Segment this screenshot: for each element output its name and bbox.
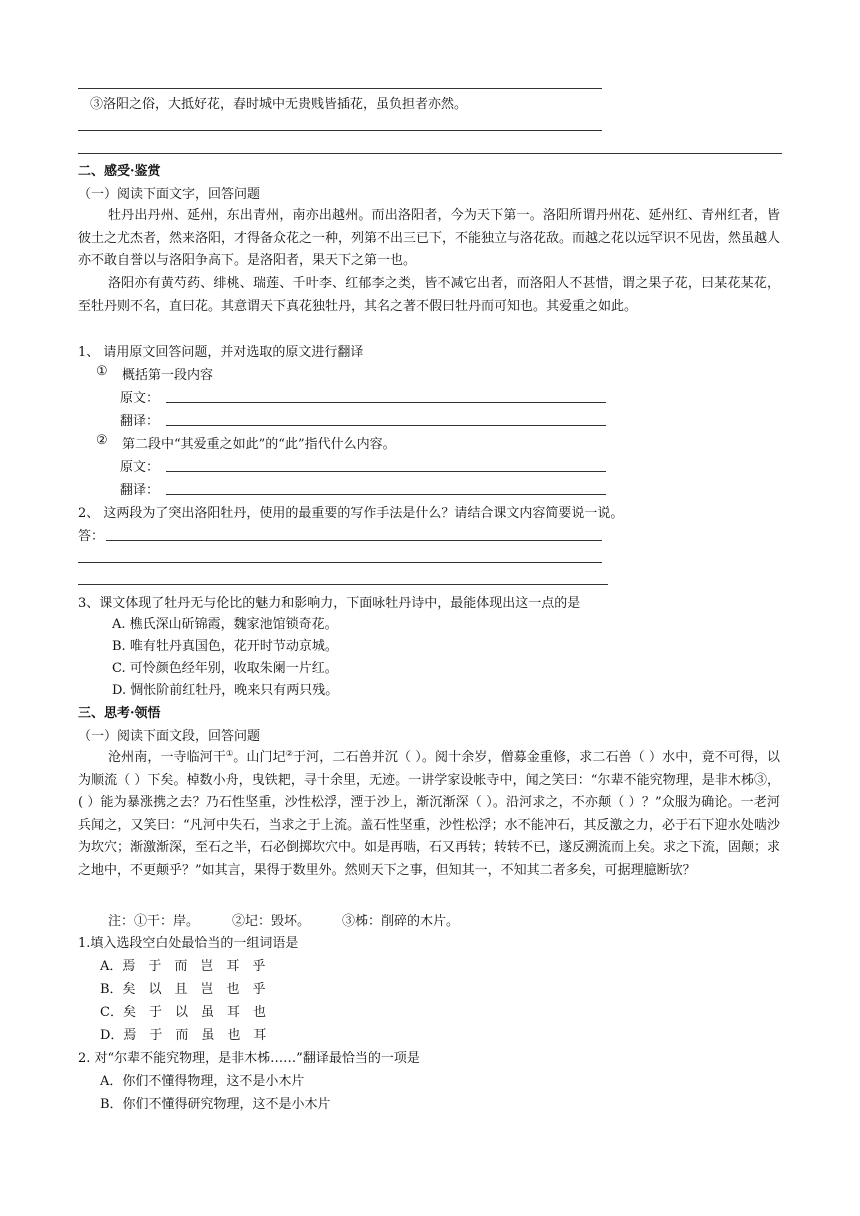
option-d: D. 惆怅阶前红牡丹，晚来只有两只残。 xyxy=(112,683,339,698)
option-a: A．焉 于 而 岂 耳 乎 xyxy=(100,959,266,974)
answer-label: 答： xyxy=(78,529,105,544)
answer-blank[interactable] xyxy=(78,584,608,585)
section-divider xyxy=(78,153,782,154)
option-b: B. 唯有牡丹真国色，花开时节动京城。 xyxy=(112,639,338,654)
question-2: 2、 这两段为了突出洛阳牡丹，使用的最重要的写作手法是什么？请结合课文内容简要说一说。 xyxy=(78,506,624,521)
option-b: B．矣 以 且 岂 也 乎 xyxy=(100,982,266,997)
answer-line xyxy=(78,130,602,131)
passage-paragraph-2: 洛阳亦有黄芍药、绯桃、瑞莲、千叶李、红郁李之类，皆不减它出者，而洛阳人不甚惜，谓之果子花，曰某花某花，至牡丹则不名，直曰花。其意谓天下真花独牡丹，其名之著不假曰牡丹而可知也。其爱重之如此。 xyxy=(78,276,780,314)
translation-label: 翻译： xyxy=(120,483,160,498)
passage-paragraph-1: 牡丹出丹州、延州，东出青州，南亦出越州。而出洛阳者，今为天下第一。洛阳所谓丹州花、延州红、青州红者，皆彼土之尤杰者，然来洛阳，才得备众花之一种，列第不出三已下，不能独立与洛花敌。而越之花以远罕识不见齿，然虽越人亦不敢自誉以与洛阳争高下。是洛阳者，果天下之第一也。 xyxy=(78,208,781,268)
answer-line xyxy=(78,88,602,89)
section-3-title: 三、思考·领悟 xyxy=(78,706,161,721)
option-b: B．你们不懂得研究物理，这不是小木片 xyxy=(100,1097,331,1112)
section-2-sub-heading: （一）阅读下面文字，回答问题 xyxy=(78,187,261,202)
footnote-marker-2: ② xyxy=(285,749,294,758)
answer-blank[interactable] xyxy=(106,540,602,541)
option-d: D．焉 于 而 虽 也 耳 xyxy=(100,1028,267,1043)
question-1-2: 第二段中“其爱重之如此”的“此”指代什么内容。 xyxy=(122,437,396,452)
footnote-1: 注：①干：岸。 xyxy=(108,914,200,929)
original-text-label: 原文： xyxy=(120,460,160,475)
question-1-1-number: ① xyxy=(96,364,108,379)
option-c: C．矣 于 以 虽 耳 也 xyxy=(100,1005,266,1020)
question-3-1: 1.填入选段空白处最恰当的一组词语是 xyxy=(78,936,299,951)
translation-blank[interactable] xyxy=(166,425,606,426)
question-3: 3、课文体现了牡丹无与伦比的魅力和影响力，下面咏牡丹诗中，最能体现出这一点的是 xyxy=(78,596,581,611)
classical-passage: 沧州南，一寺临河干①。山门圮②于河，二石兽并沉（ ）。阅十余岁，僧募金重修，求二石兽（ ）水中，竟不可得，以为顺流（ ）下矣。棹数小舟，曳铁耙，寻十余里，无迹。一讲学家设帐寺中，闻之笑曰：“尔辈不能究物理，是非木柹③，( ）能为暴涨携之去？乃石性坚重，沙性松浮，湮于沙上，渐沉渐深（ ）。沿河求之，不亦颠（ ）？”众服为确论。一老河兵闻之，又笑曰：“凡河中失石，当求之于上流。盖石性坚重，沙性松浮；水不能冲石，其反激之力，必于石下迎水处啮沙为坎穴；渐激渐深，至石之半，石必倒掷坎穴中。如是再啮，石又再转；转转不已，遂反溯流而上矣。求之下流，固颠；求之地中，不更颠乎？”如其言，果得于数里外。然则天下之事，但知其一，不知其二者多矣，可据理臆断欤？ xyxy=(78,749,781,878)
option-a: A．你们不懂得物理，这不是小木片 xyxy=(100,1074,305,1089)
footnote-marker-1: ① xyxy=(226,749,234,758)
footnote-2: ②圮：毁坏。 xyxy=(232,914,311,929)
item-3-text: ③洛阳之俗，大抵好花，春时城中无贵贱皆插花，虽负担者亦然。 xyxy=(90,97,468,112)
original-text-blank[interactable] xyxy=(166,471,606,472)
question-1-2-number: ② xyxy=(96,433,108,448)
question-1: 1、 请用原文回答问题，并对选取的原文进行翻译 xyxy=(78,345,364,360)
option-a: A. 樵氏深山斫锦霞，魏家池馆锁奇花。 xyxy=(112,617,338,632)
original-text-blank[interactable] xyxy=(166,402,606,403)
translation-label: 翻译： xyxy=(120,414,160,429)
original-text-label: 原文： xyxy=(120,391,160,406)
section-2-title: 二、感受·鉴赏 xyxy=(78,164,161,179)
translation-blank[interactable] xyxy=(166,494,606,495)
question-1-1: 概括第一段内容 xyxy=(122,368,214,383)
question-3-2: 2. 对“尔辈不能究物理，是非木柹……”翻译最恰当的一项是 xyxy=(78,1051,420,1066)
section-3-sub-heading: （一）阅读下面文段，回答问题 xyxy=(78,729,261,744)
answer-blank[interactable] xyxy=(78,562,602,563)
option-c: C. 可怜颜色经年别，收取朱阑一片红。 xyxy=(112,661,338,676)
footnote-3: ③柹：削碎的木片。 xyxy=(342,914,460,929)
